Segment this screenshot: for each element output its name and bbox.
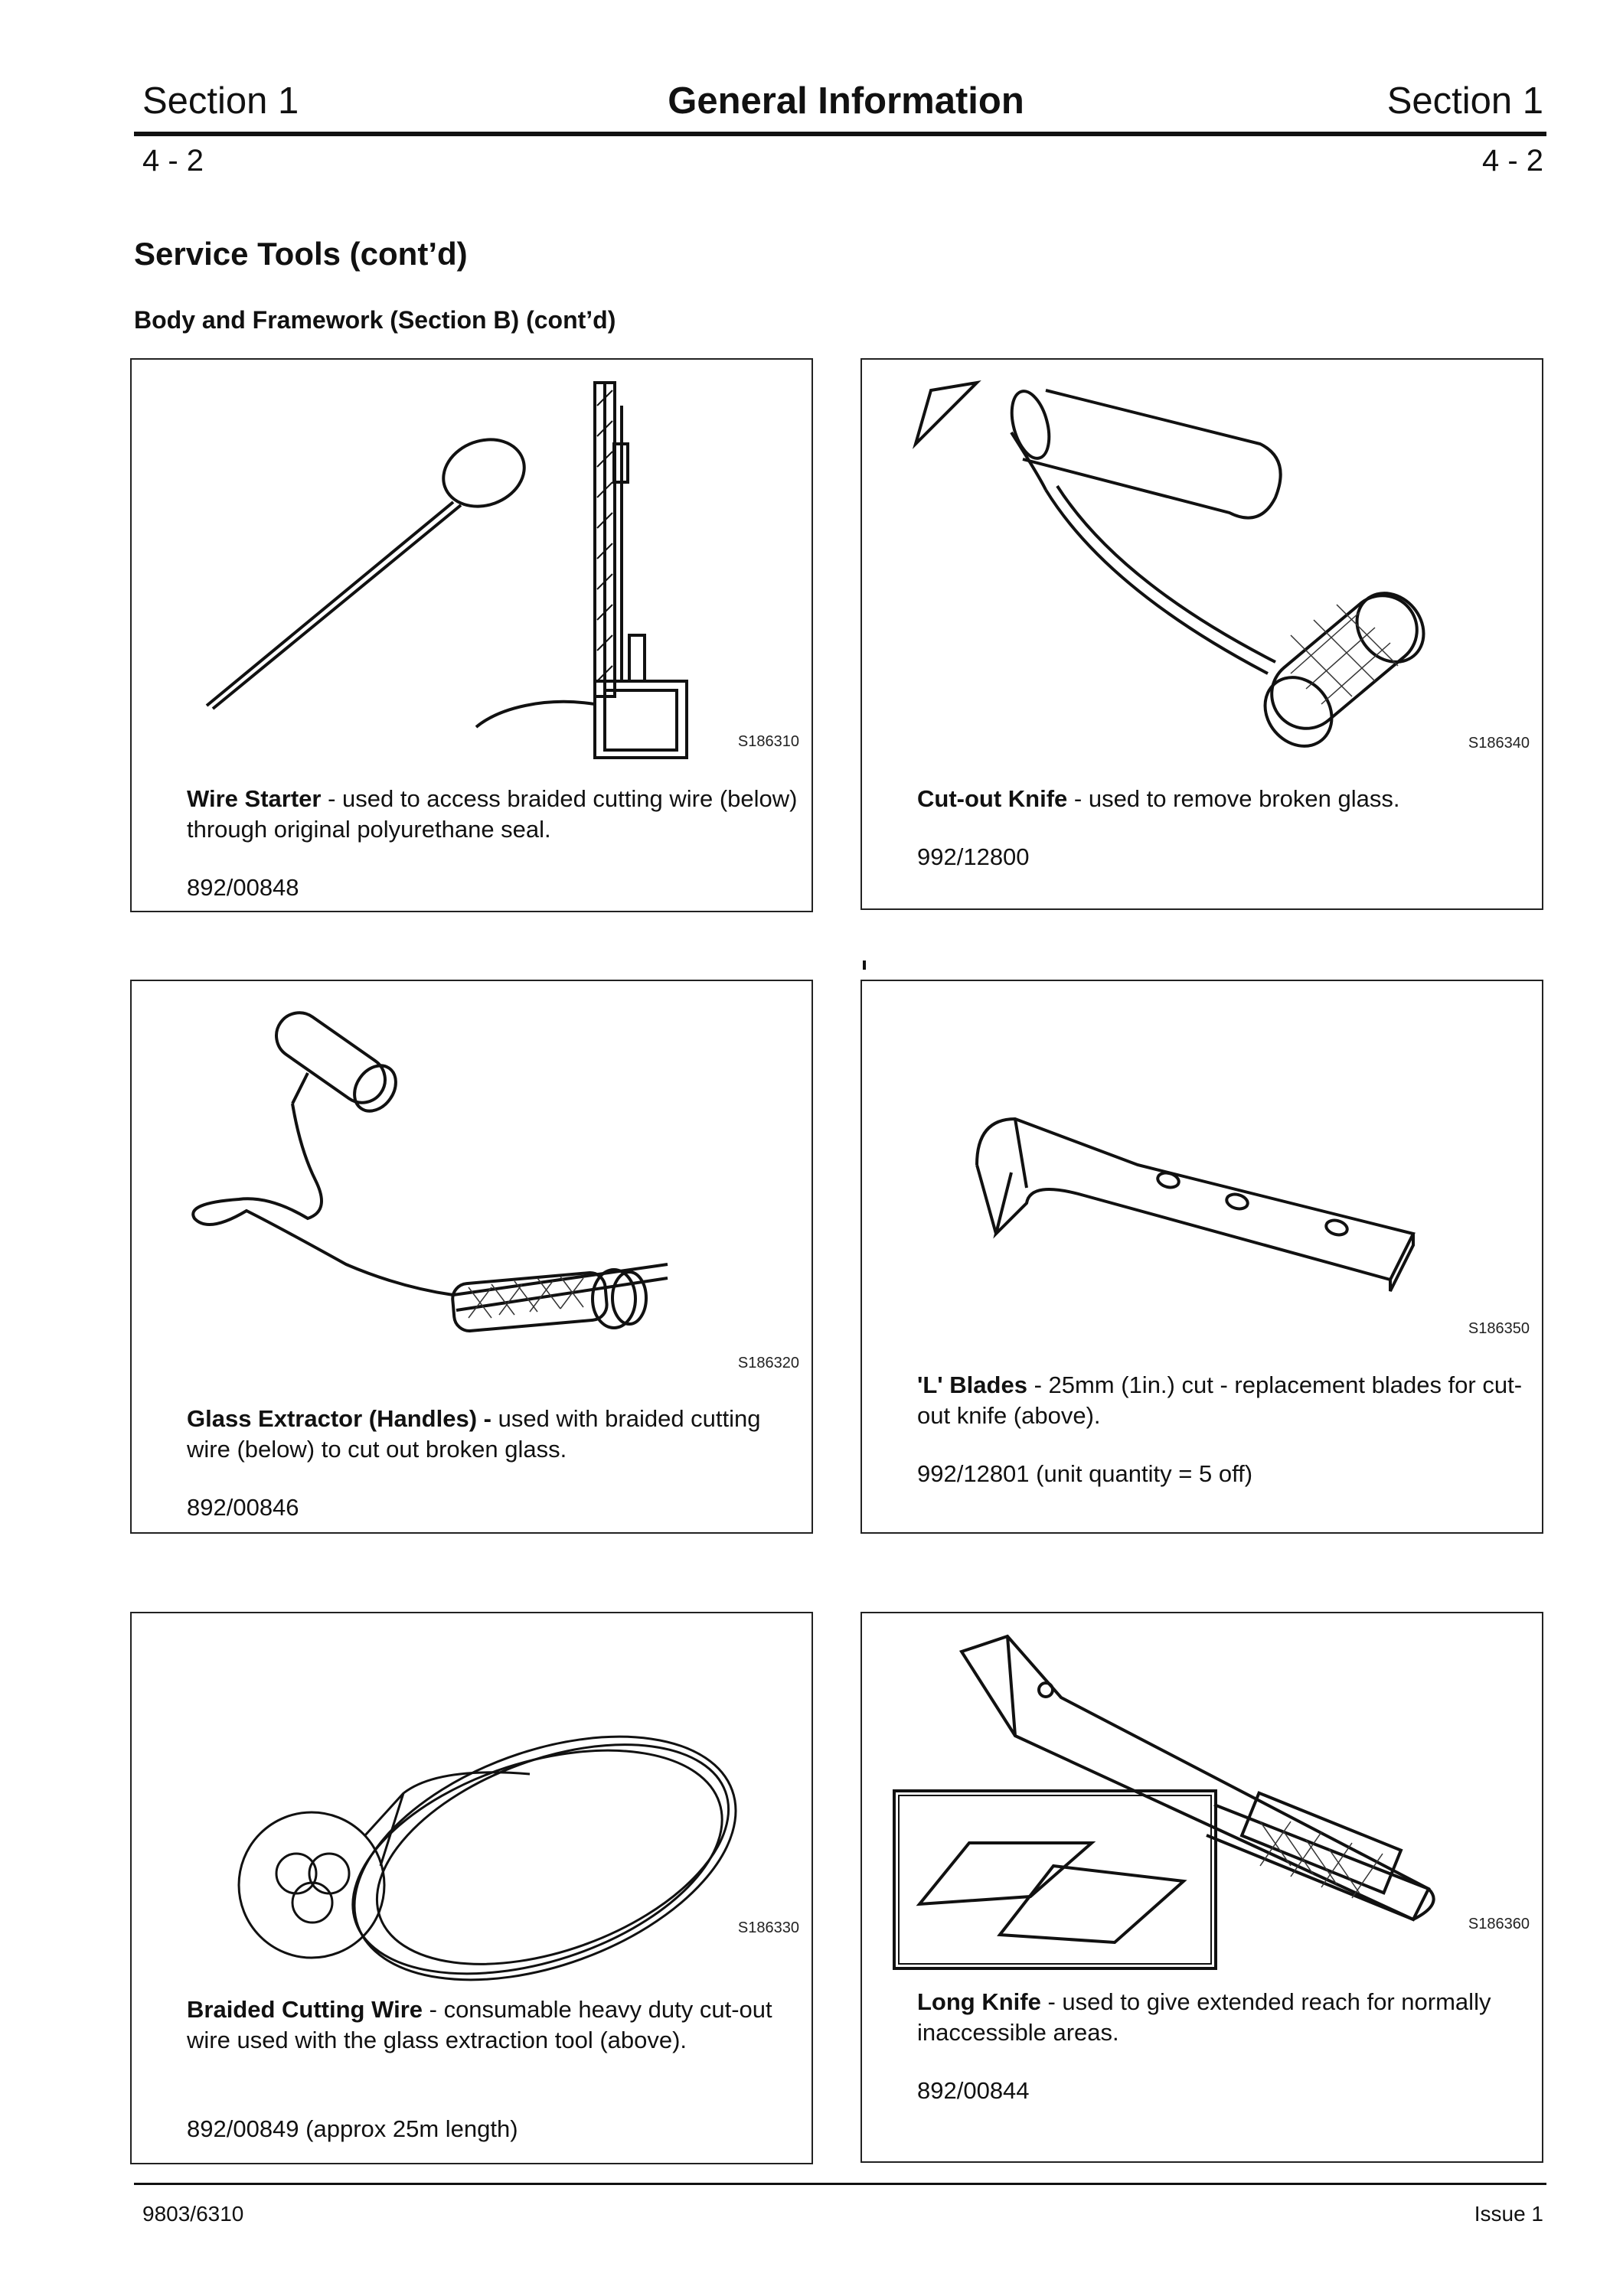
footer-document-number: 9803/6310 — [142, 2202, 244, 2226]
tool-name: Braided Cutting Wire — [187, 1996, 423, 2023]
figure-id: S186360 — [1468, 1916, 1530, 1932]
page-number-right: 4 - 2 — [1481, 144, 1543, 178]
part-number: 892/00848 — [187, 874, 299, 901]
part-number: 892/00849 (approx 25m length) — [187, 2115, 518, 2142]
part-number: 892/00846 — [187, 1494, 299, 1521]
tool-name: Cut-out Knife — [917, 785, 1068, 812]
tool-description: - consumable heavy duty cut-out wire used with the glass extraction tool (above). — [187, 1996, 772, 2053]
section-heading: Service Tools (cont’d) — [134, 236, 468, 272]
tool-caption — [187, 1404, 799, 1465]
tool-caption — [917, 1370, 1530, 1431]
footer-rule — [134, 2183, 1546, 2185]
header-section-left: Section 1 — [142, 80, 299, 122]
braided-cutting-wire-illustration — [132, 1613, 812, 2163]
tool-panel-glass-extractor — [130, 980, 813, 1534]
l-blades-illustration — [862, 981, 1542, 1532]
tool-name: 'L' Blades — [917, 1371, 1027, 1398]
tool-caption — [917, 1987, 1530, 2048]
part-number: 992/12801 (unit quantity = 5 off) — [917, 1460, 1253, 1487]
footer-issue: Issue 1 — [1474, 2202, 1543, 2226]
tool-description: - 25mm (1in.) cut - replacement blades for cut-out knife (above). — [917, 1371, 1523, 1429]
header-section-right: Section 1 — [1386, 80, 1543, 122]
tool-panel-braided-cutting-wire — [130, 1612, 813, 2164]
tool-description: - used to remove broken glass. — [1067, 785, 1400, 812]
figure-id: S186350 — [1468, 1320, 1530, 1337]
page-number-left: 4 - 2 — [142, 144, 204, 178]
tool-panel-long-knife — [860, 1612, 1543, 2163]
tool-name: Wire Starter — [187, 785, 322, 812]
part-number: 892/00844 — [917, 2077, 1030, 2104]
figure-id: S186330 — [737, 1919, 799, 1936]
tool-name: Long Knife — [917, 1988, 1041, 2015]
figure-id: S186340 — [1468, 735, 1530, 752]
stray-mark — [863, 960, 866, 970]
tool-description: - used to give extended reach for normally inaccessible areas. — [917, 1988, 1491, 2046]
part-number: 992/12800 — [917, 843, 1030, 870]
tool-caption — [187, 1994, 799, 2056]
tool-description: - used to access braided cutting wire (below) through original polyurethane seal. — [187, 785, 798, 843]
figure-id: S186320 — [737, 1355, 799, 1371]
header-rule — [134, 132, 1546, 136]
cut-out-knife-illustration — [862, 360, 1542, 908]
tool-name: Glass Extractor (Handles) - — [187, 1405, 491, 1432]
page-title: General Information — [668, 80, 1024, 122]
figure-id: S186310 — [737, 733, 799, 750]
tool-panel-l-blades — [860, 980, 1543, 1534]
sub-heading: Body and Framework (Section B) (cont’d) — [134, 306, 616, 334]
tool-caption — [917, 784, 1530, 814]
tool-caption — [187, 784, 799, 845]
tool-description: used with braided cutting wire (below) to cut out broken glass. — [187, 1405, 761, 1463]
tool-panel-cut-out-knife — [860, 358, 1543, 910]
tool-panel-wire-starter — [130, 358, 813, 912]
